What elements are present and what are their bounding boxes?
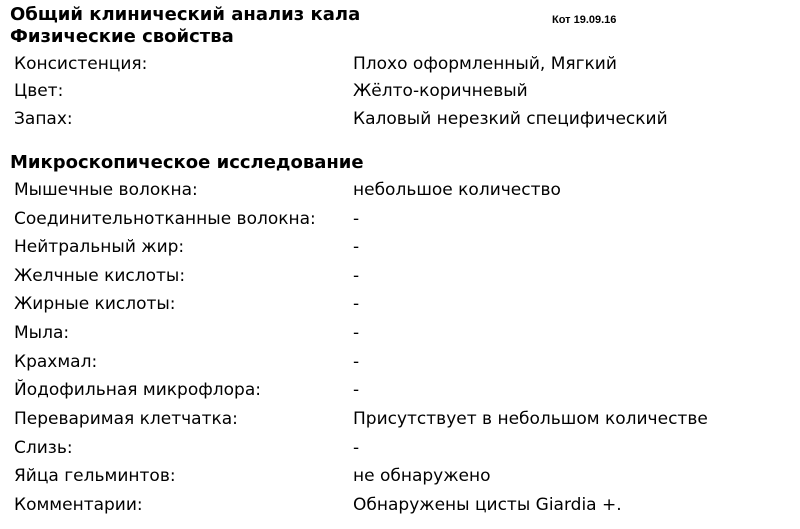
row-value: -	[353, 438, 360, 458]
result-row	[0, 79, 800, 107]
row-label: Нейтральный жир:	[14, 237, 185, 257]
result-row	[0, 350, 800, 378]
row-value: Каловый нерезкий специфический	[353, 109, 668, 129]
row-label: Йодофильная микрофлора:	[14, 380, 261, 400]
row-value: -	[353, 352, 360, 372]
row-label: Желчные кислоты:	[14, 266, 186, 286]
row-label: Переваримая клетчатка:	[14, 409, 238, 429]
result-row	[0, 407, 800, 435]
row-value: Присутствует в небольшом количестве	[353, 409, 708, 429]
row-label: Мышечные волокна:	[14, 180, 198, 200]
result-row	[0, 178, 800, 206]
row-value: -	[353, 380, 360, 400]
report-title: Общий клинический анализ кала	[10, 4, 361, 25]
row-label: Крахмал:	[14, 352, 98, 372]
row-value: не обнаружено	[353, 466, 491, 486]
row-value: Обнаружены цисты Giardia +.	[353, 495, 622, 515]
row-label: Консистенция:	[14, 54, 148, 74]
result-row	[0, 292, 800, 320]
row-value: небольшое количество	[353, 180, 561, 200]
section-title-microscopic: Микроскопическое исследование	[10, 152, 364, 173]
section-title-physical: Физические свойства	[10, 26, 234, 47]
result-row	[0, 378, 800, 406]
row-value: -	[353, 323, 360, 343]
row-label: Мыла:	[14, 323, 70, 343]
result-row	[0, 264, 800, 292]
row-value: Жёлто-коричневый	[353, 81, 528, 101]
row-label: Запах:	[14, 109, 73, 129]
result-row	[0, 493, 800, 521]
result-row	[0, 464, 800, 492]
row-label: Комментарии:	[14, 495, 143, 515]
row-value: -	[353, 209, 360, 229]
result-row	[0, 107, 800, 135]
subject-label: Кот 19.09.16	[552, 14, 617, 26]
row-label: Соединительнотканные волокна:	[14, 209, 316, 229]
result-row	[0, 207, 800, 235]
row-value: -	[353, 237, 360, 257]
result-row	[0, 52, 800, 80]
row-value: -	[353, 294, 360, 314]
result-row	[0, 235, 800, 263]
row-label: Яйца гельминтов:	[14, 466, 176, 486]
result-row	[0, 321, 800, 349]
row-value: Плохо оформленный, Мягкий	[353, 54, 617, 74]
row-value: -	[353, 266, 360, 286]
row-label: Слизь:	[14, 438, 73, 458]
row-label: Цвет:	[14, 81, 64, 101]
result-row	[0, 436, 800, 464]
row-label: Жирные кислоты:	[14, 294, 176, 314]
